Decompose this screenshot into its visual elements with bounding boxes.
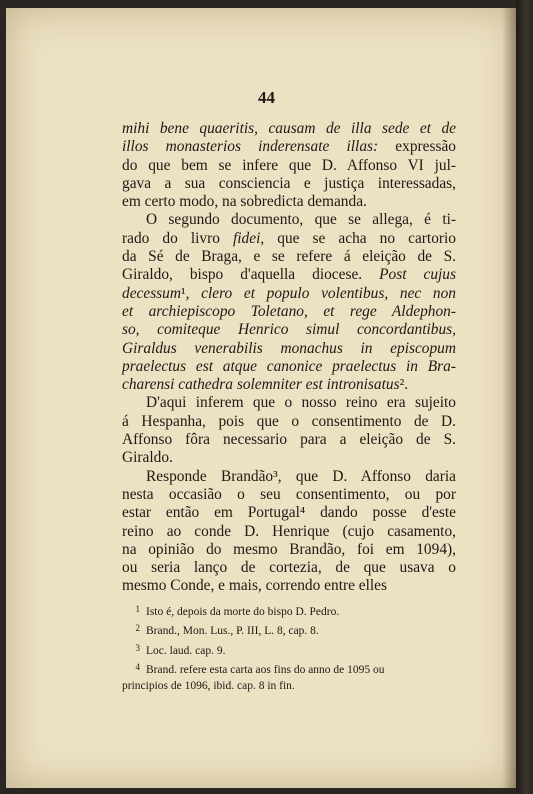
italic-text: mihi bene quaeritis, causam de illa sede et de xyxy=(122,120,456,137)
footnote xyxy=(122,678,456,694)
footnote-marker: 2 xyxy=(135,623,140,634)
text-line xyxy=(122,504,456,522)
italic-text: charensi cathedra solemniter est intronisatus xyxy=(122,376,400,394)
text-line xyxy=(122,577,456,595)
text-line xyxy=(122,157,456,175)
text-line xyxy=(122,468,456,486)
italic-text: praelectus est atque canonice praelectus in Bra- xyxy=(122,357,456,375)
page-number: 44 xyxy=(258,88,275,107)
italic-text: decessum xyxy=(122,284,181,302)
text-run: ⁴ xyxy=(299,504,306,522)
footnote-marker: 3 xyxy=(135,642,140,653)
text-line xyxy=(122,413,456,431)
text-run: . xyxy=(404,376,409,394)
footnote-text: Brand., Mon. Lus., P. III, L. 8, cap. 8. xyxy=(146,625,319,638)
text-line xyxy=(122,285,456,303)
italic-text: Post cujus xyxy=(379,266,456,284)
text-run: em certo modo, na sobredicta demanda. xyxy=(122,193,367,211)
text-run: ² xyxy=(399,376,405,394)
text-run: O segundo documento, que se allega, é ti- xyxy=(146,211,456,229)
text-line xyxy=(122,175,456,193)
text-run: ³ xyxy=(273,467,278,485)
footnote-text: Isto é, depois da morte do bispo D. Pedro. xyxy=(146,606,340,618)
footnotes xyxy=(122,601,456,694)
footnote-marker: 4 xyxy=(135,661,140,672)
text-run: da Sé de Braga, e se refere á eleição de S. xyxy=(122,248,456,266)
text-run: D'aqui inferem que o nosso reino era sujeito xyxy=(146,394,456,412)
text-line xyxy=(122,321,456,339)
text-run: gava a sua consciencia e justiça interessadas, xyxy=(122,174,456,192)
text-run: , que se acha no cartorio xyxy=(260,229,456,247)
text-line xyxy=(122,431,456,449)
text-run: na opinião do mesmo Brandão, foi em 1094), xyxy=(122,540,456,558)
footnote-text: Brand. refere esta carta aos fins do anno de 1095 ou xyxy=(146,663,385,676)
footnote xyxy=(122,659,456,678)
page-gutter-shadow xyxy=(502,8,516,788)
text-run: mesmo Conde, e mais, correndo entre elles xyxy=(122,577,387,595)
text-line xyxy=(122,120,456,138)
text-run: dando posse d'este xyxy=(305,504,456,522)
text-line xyxy=(122,138,456,156)
text-line xyxy=(122,340,456,358)
body-text xyxy=(122,120,456,596)
text-run: rado do livro xyxy=(122,229,233,247)
text-run: Giraldo. xyxy=(122,449,173,467)
text-line xyxy=(122,266,456,284)
text-run: do que bem se infere que D. Affonso VI jul- xyxy=(122,156,456,174)
text-run: reino ao conde D. Henrique (cujo casamento, xyxy=(122,522,456,540)
text-line xyxy=(122,449,456,467)
text-line xyxy=(122,193,456,211)
text-line xyxy=(122,303,456,321)
italic-text: Giraldus venerabilis monachus in episcopum xyxy=(122,339,456,357)
text-line xyxy=(122,559,456,577)
footnote xyxy=(122,620,456,639)
text-run: , que D. Affonso daria xyxy=(277,467,456,485)
text-line xyxy=(122,211,456,229)
text-line xyxy=(122,230,456,248)
text-run: Giraldo, bispo d'aquella diocese. xyxy=(122,266,380,284)
text-line xyxy=(122,376,456,394)
footnote-text: Loc. laud. cap. 9. xyxy=(146,644,226,657)
text-line xyxy=(122,358,456,376)
text-run: ou seria lanço de cortezia, de que usava o xyxy=(122,559,456,577)
text-run: estar então em Portugal xyxy=(122,504,300,522)
footnote-text: principios de 1096, ibid. cap. 8 in fin. xyxy=(122,680,295,693)
text-line xyxy=(122,394,456,412)
italic-text: , clero et populo volentibus, nec non xyxy=(185,284,456,302)
text-line xyxy=(122,248,456,266)
text-run: Affonso fôra necessario para a eleição de S. xyxy=(122,431,456,449)
italic-text: so, comiteque Henrico simul concordantibus, xyxy=(122,321,456,339)
text-run: nesta occasião o seu consentimento, ou por xyxy=(122,485,456,503)
text-run: á Hespanha, pois que o consentimento de D. xyxy=(122,412,456,430)
italic-text: illos monasterios inderensate illas: xyxy=(122,138,379,156)
italic-text: fidei xyxy=(233,229,261,247)
text-run: ¹ xyxy=(180,284,186,302)
text-run: expressão xyxy=(378,138,456,156)
text-run: Responde Brandão xyxy=(146,467,274,485)
text-line xyxy=(122,486,456,504)
book-spine xyxy=(516,0,533,794)
footnote-marker: 1 xyxy=(135,604,140,614)
footnote xyxy=(122,640,456,659)
footnote xyxy=(122,601,456,620)
italic-text: et archiepiscopo Toletano, et rege Aldephon- xyxy=(122,302,456,320)
text-line xyxy=(122,523,456,541)
text-line xyxy=(122,541,456,559)
